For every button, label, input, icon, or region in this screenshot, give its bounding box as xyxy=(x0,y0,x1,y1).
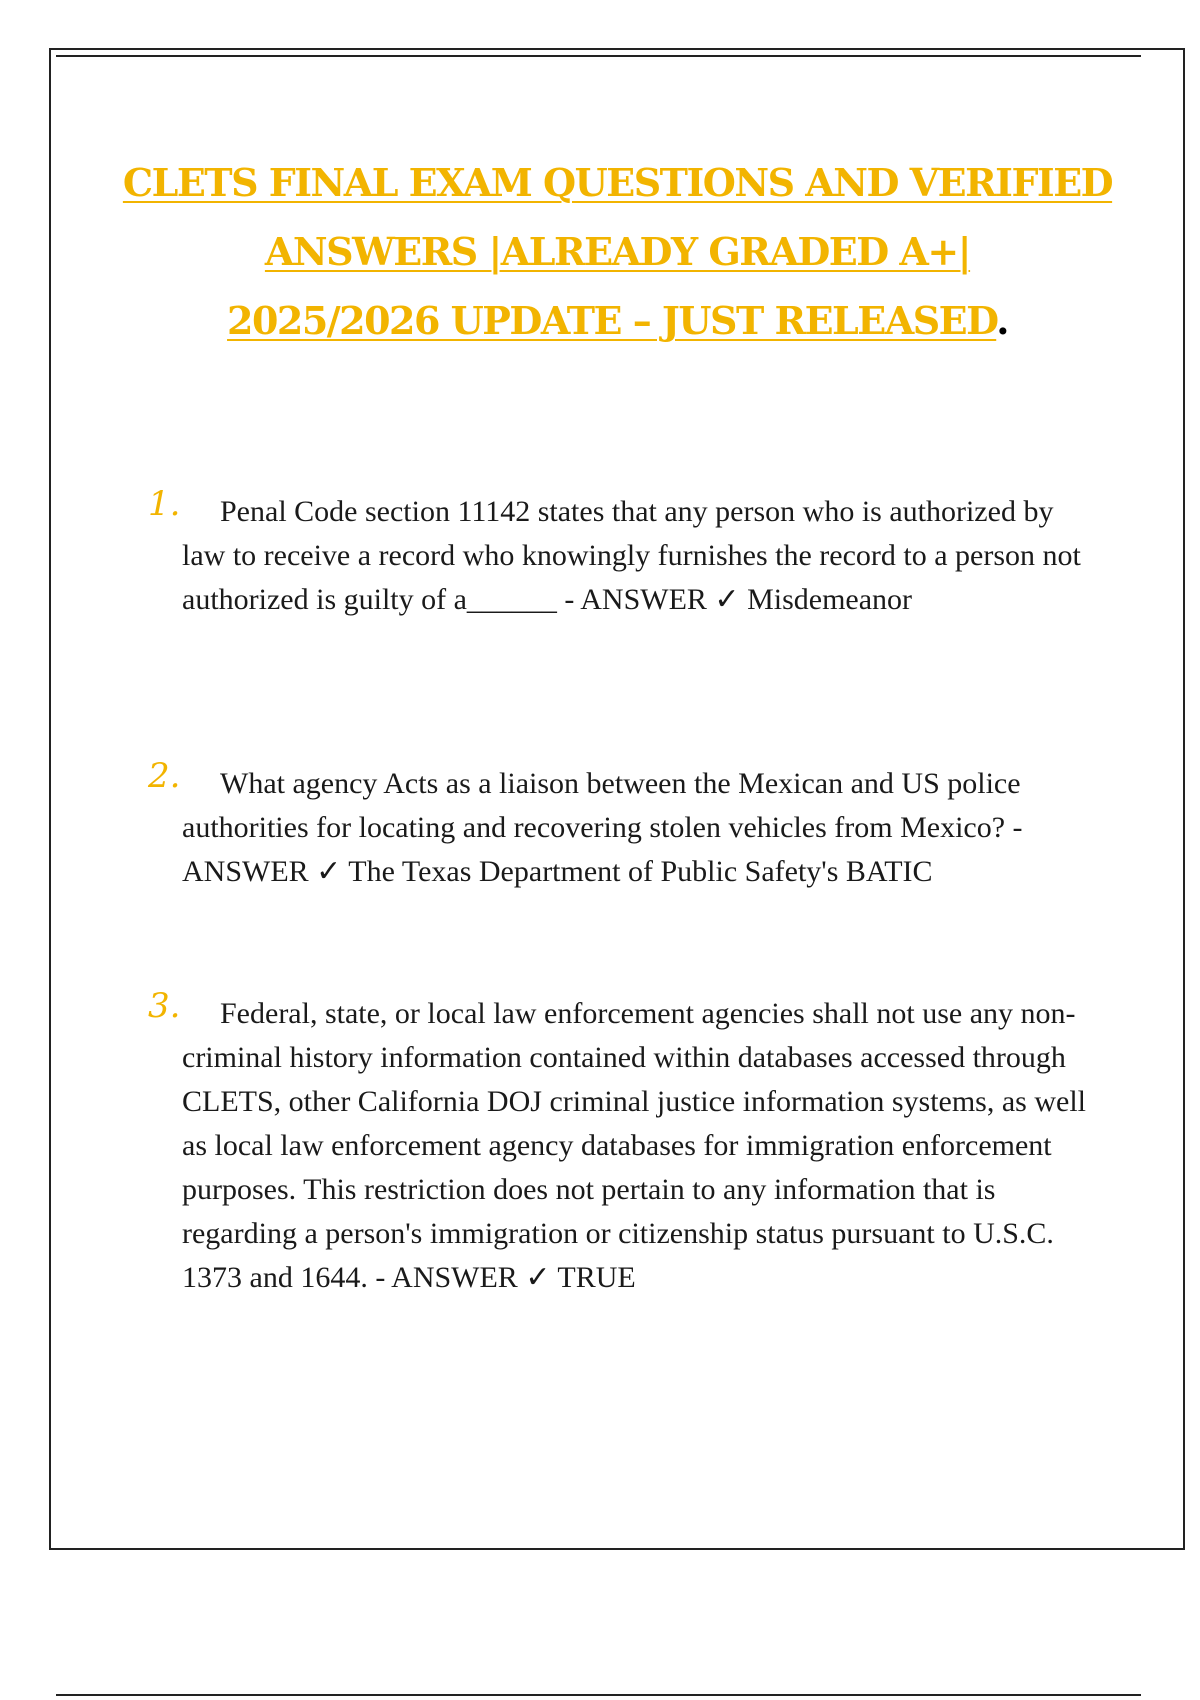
title-line-1: CLETS FINAL EXAM QUESTIONS AND VERIFIED xyxy=(122,160,1113,205)
title-line-2: ANSWERS |ALREADY GRADED A+| xyxy=(264,229,971,274)
bottom-rule xyxy=(56,1694,1141,1696)
title-line-3: 2025/2026 UPDATE – JUST RELEASED. xyxy=(227,298,1008,343)
question-item-3 xyxy=(148,986,1088,1300)
question-text: Federal, state, or local law enforcement agencies shall not use any non-criminal history information contained within databases accessed through CLETS, other California DOJ criminal justice information systems, as well as local law enforcement agency databases for immigration enforcement purposes. This restriction does not pertain to any information that is regarding a person's immigration or citizenship status pursuant to U.S.C. 1373 and 1644. - ANSWER ✓ TRUE xyxy=(182,997,1086,1294)
question-item-2 xyxy=(148,756,1088,894)
question-text: What agency Acts as a liaison between the Mexican and US police authorities for locating and recovering stolen vehicles from Mexico? - ANSWER ✓ The Texas Department of Public Safety's BATIC xyxy=(182,767,1023,888)
title-end-punct: . xyxy=(996,298,1008,343)
document-title xyxy=(120,148,1115,355)
question-number: 1. xyxy=(148,484,181,524)
question-text: Penal Code section 11142 states that any person who is authorized by law to receive a record who knowingly furnishes the record to a person not authorized is guilty of a______ - ANSWER ✓ Misdemeanor xyxy=(182,495,1081,616)
question-item-1 xyxy=(148,484,1088,622)
question-number: 3. xyxy=(148,986,181,1026)
question-number: 2. xyxy=(148,756,181,796)
